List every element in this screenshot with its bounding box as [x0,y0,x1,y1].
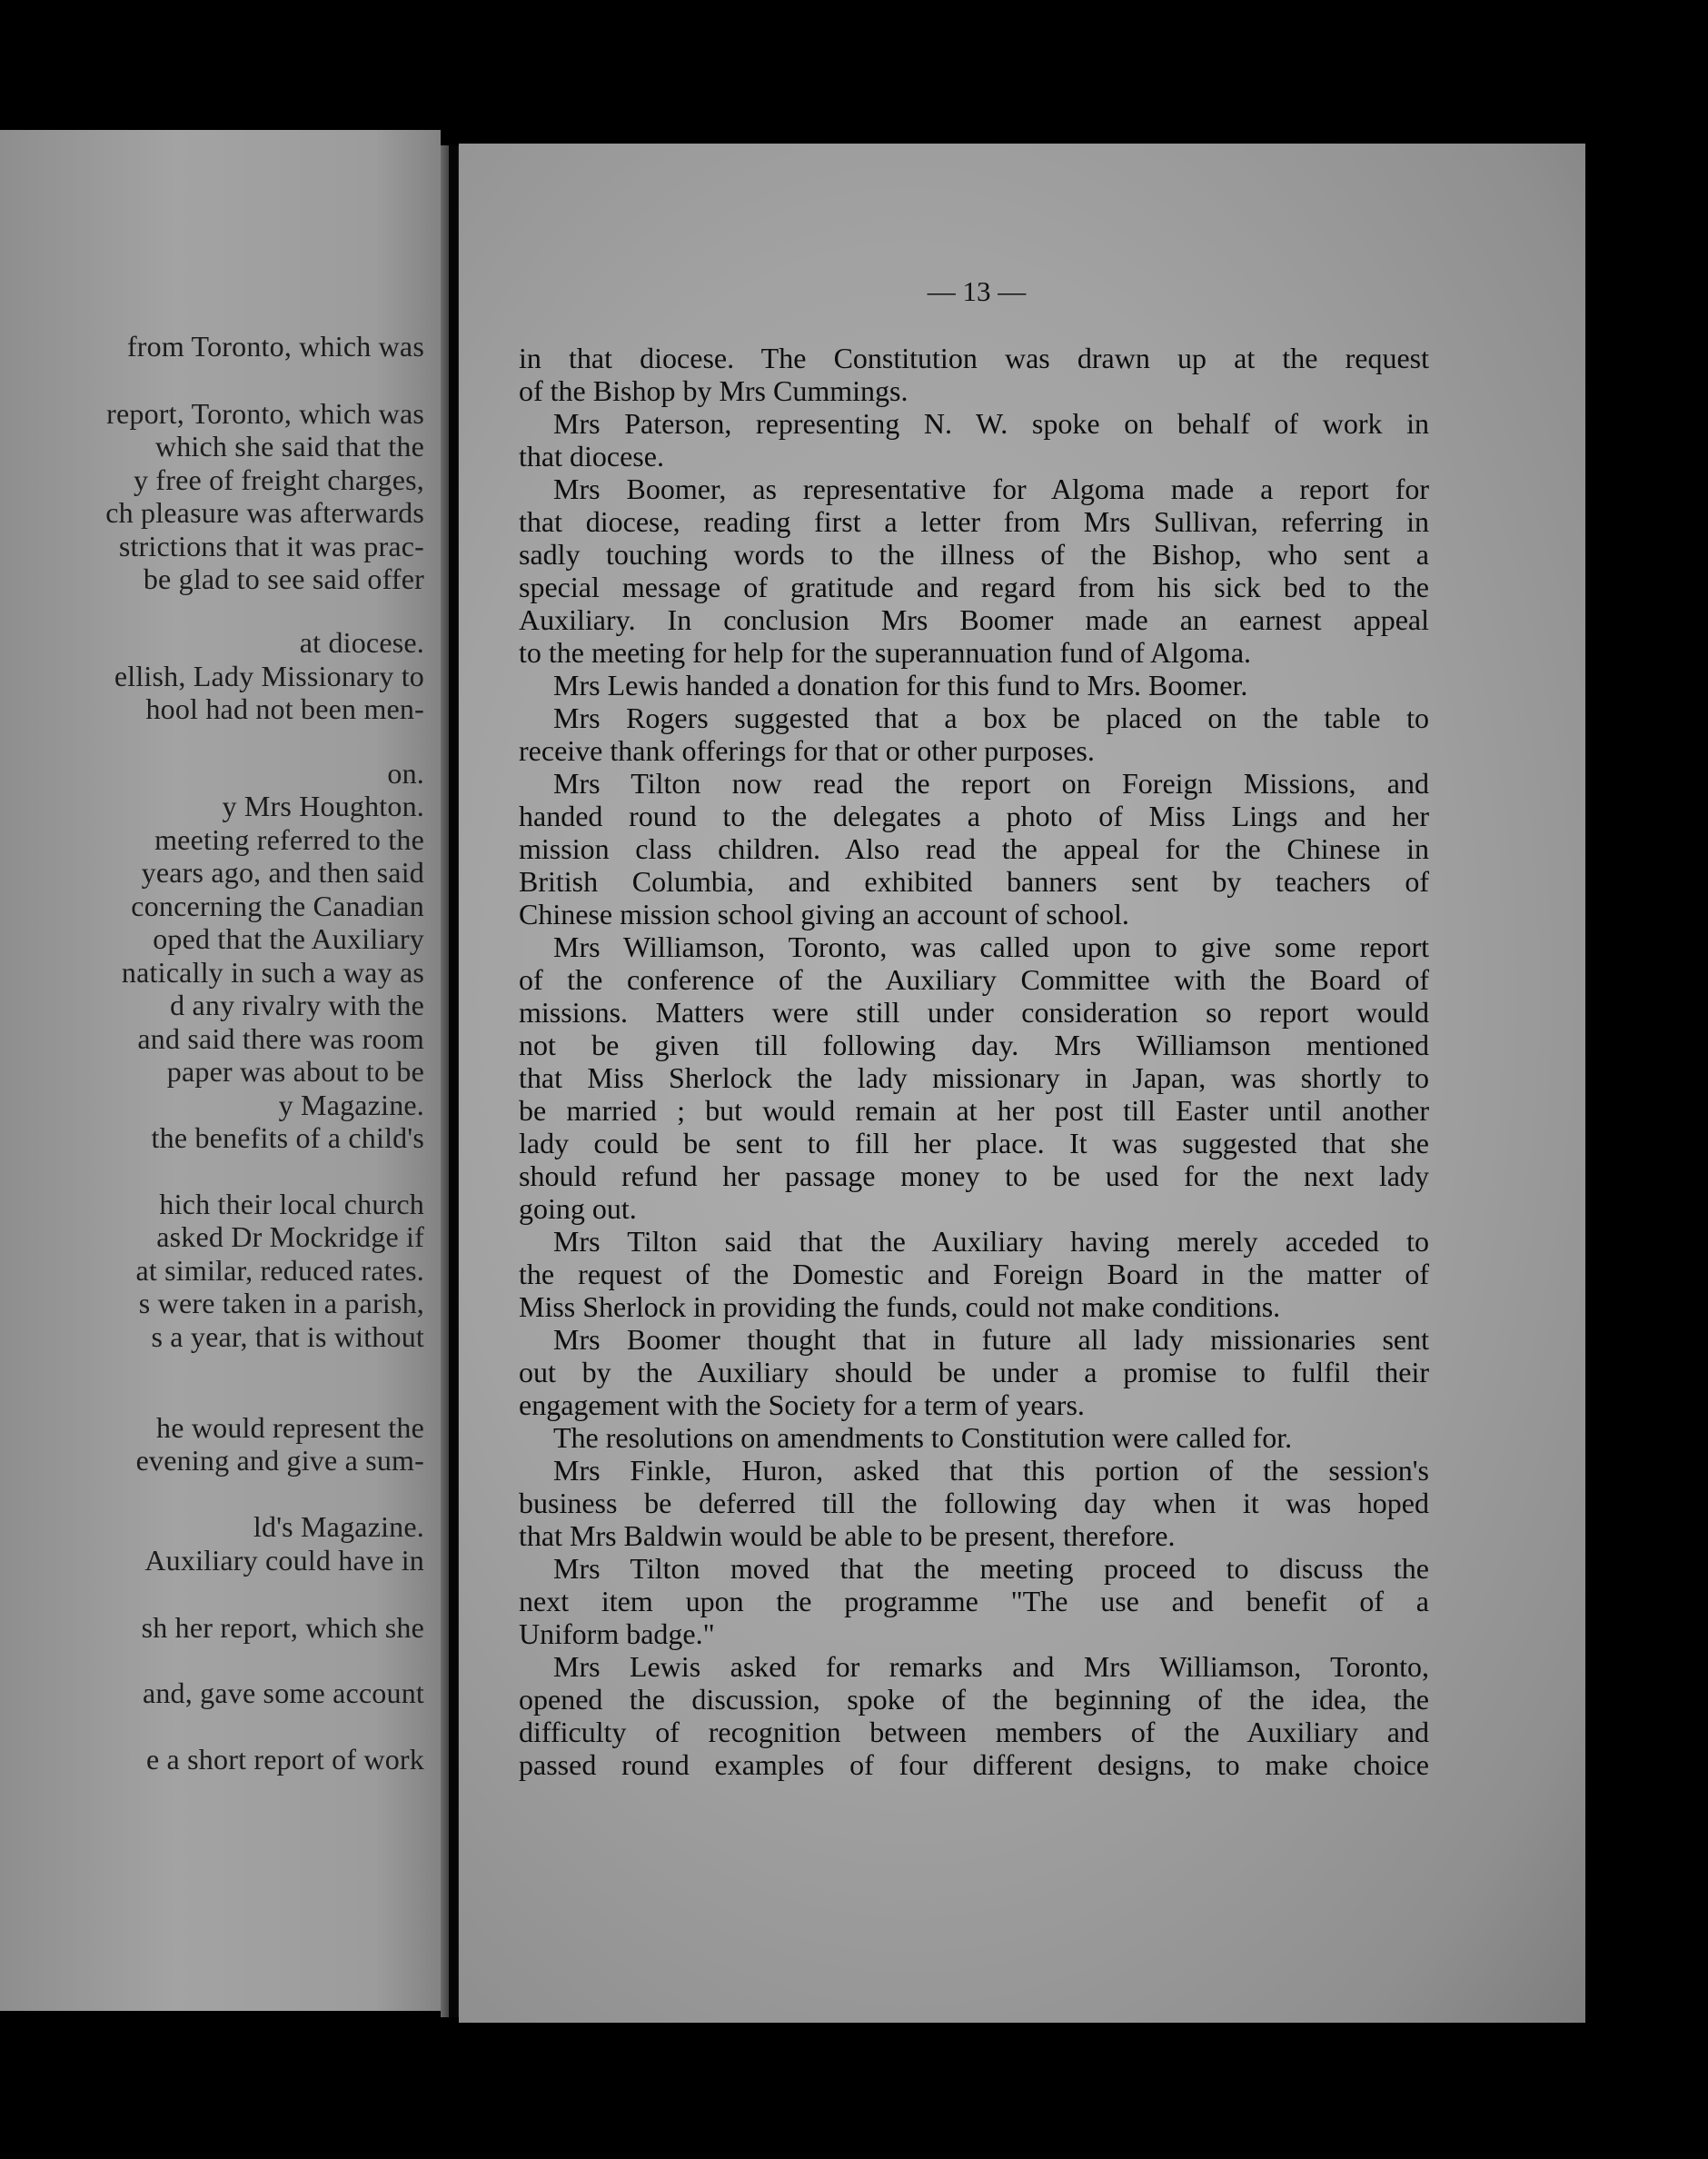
body-line: difficulty of recognition between members of the Auxiliary and [519,1716,1429,1748]
left-page-line: at similar, reduced rates. [135,1254,424,1287]
left-page-line: ld's Magazine. [253,1510,424,1543]
left-page-line: sh her report, which she [141,1611,424,1644]
body-line: Mrs Tilton moved that the meeting proceed to discuss the [553,1552,1429,1585]
left-page-line: y Mrs Houghton. [222,790,424,822]
left-page-line: the benefits of a child's [151,1121,424,1154]
body-line: Auxiliary. In conclusion Mrs Boomer made an earnest appeal [519,603,1429,636]
body-line: going out. [519,1192,637,1225]
left-page-line: paper was about to be [166,1055,424,1088]
left-page-line: which she said that the [154,430,424,463]
body-line: to the meeting for help for the superannuation fund of Algoma. [519,636,1252,669]
left-page-line: and, gave some account [142,1676,424,1709]
body-line: be married ; but would remain at her post till Easter until another [519,1094,1429,1127]
body-line: Mrs Paterson, representing N. W. spoke on behalf of work in [553,407,1429,440]
left-page-line: report, Toronto, which was [106,397,424,430]
body-line: British Columbia, and exhibited banners sent by teachers of [519,865,1429,898]
left-page-line: ellish, Lady Missionary to [114,660,424,692]
left-page-line: strictions that it was prac- [118,530,424,562]
body-line: handed round to the delegates a photo of Miss Lings and her [519,800,1429,832]
body-line: missions. Matters were still under consideration so report would [519,996,1429,1029]
body-line: should refund her passage money to be used for the next lady [519,1159,1429,1192]
body-line: The resolutions on amendments to Constitution were called for. [553,1421,1293,1454]
body-line: not be given till following day. Mrs Williamson mentioned [519,1029,1429,1061]
body-line: Chinese mission school giving an account of school. [519,898,1129,930]
body-line: opened the discussion, spoke of the beginning of the idea, the [519,1683,1429,1716]
left-facing-page [0,130,441,2011]
body-line: next item upon the programme "The use and benefit of a [519,1585,1429,1617]
right-page [459,144,1585,2023]
body-line: that diocese, reading first a letter from Mrs Sullivan, referring in [519,505,1429,538]
left-page-line: y Magazine. [278,1089,424,1121]
left-page-line: meeting referred to the [154,823,424,856]
body-line: Mrs Boomer thought that in future all lady missionaries sent [553,1323,1429,1356]
body-line: engagement with the Society for a term of years. [519,1388,1085,1421]
left-page-line: d any rivalry with the [170,989,424,1021]
left-page-line: from Toronto, which was [126,330,424,363]
left-page-line: oped that the Auxiliary [153,922,424,955]
body-line: in that diocese. The Constitution was drawn up at the request [519,342,1429,374]
left-page-line: he would represent the [156,1411,424,1444]
page-number: — 13 — [927,275,1027,307]
body-line: Mrs Lewis handed a donation for this fund to Mrs. Boomer. [553,669,1248,701]
body-line: Mrs Tilton said that the Auxiliary having merely acceded to [553,1225,1429,1258]
body-line: that Mrs Baldwin would be able to be present, therefore. [519,1519,1176,1552]
left-page-line: s were taken in a parish, [138,1287,424,1319]
body-line: the request of the Domestic and Foreign Board in the matter of [519,1258,1429,1290]
left-page-line: on. [387,757,424,790]
left-page-line: and said there was room [137,1022,424,1055]
left-page-line: evening and give a sum- [135,1444,424,1477]
body-line: that diocese. [519,440,664,473]
body-line: out by the Auxiliary should be under a promise to fulfil their [519,1356,1429,1388]
body-line: Mrs Tilton now read the report on Foreign Missions, and [553,767,1429,800]
body-line: that Miss Sherlock the lady missionary in Japan, was shortly to [519,1061,1429,1094]
left-page-line: s a year, that is without [151,1320,424,1353]
body-line: Mrs Finkle, Huron, asked that this portion of the session's [553,1454,1429,1487]
left-page-line: ch pleasure was afterwards [105,496,424,529]
left-page-line: hool had not been men- [145,692,424,725]
body-line: special message of gratitude and regard from his sick bed to the [519,571,1429,603]
body-line: Mrs Williamson, Toronto, was called upon to give some report [553,930,1429,963]
left-page-line: concerning the Canadian [131,890,424,922]
body-line: receive thank offerings for that or other purposes. [519,734,1095,767]
body-line: of the conference of the Auxiliary Committee with the Board of [519,963,1429,996]
body-line: Mrs Rogers suggested that a box be placed on the table to [553,701,1429,734]
left-page-line: y free of freight charges, [133,463,424,496]
left-page-line: years ago, and then said [141,856,424,889]
body-line: Miss Sherlock in providing the funds, could not make conditions. [519,1290,1281,1323]
body-line: Mrs Lewis asked for remarks and Mrs Williamson, Toronto, [553,1650,1429,1683]
left-page-line: at diocese. [299,626,424,659]
left-page-line: natically in such a way as [121,956,424,989]
left-page-line: be glad to see said offer [143,562,424,595]
left-page-line: e a short report of work [145,1743,424,1776]
body-line: Mrs Boomer, as representative for Algoma made a report for [553,473,1429,505]
body-line: mission class children. Also read the appeal for the Chinese in [519,832,1429,865]
body-line: business be deferred till the following day when it was hoped [519,1487,1429,1519]
body-line: of the Bishop by Mrs Cummings. [519,374,909,407]
body-line: passed round examples of four different designs, to make choice [519,1748,1429,1781]
left-page-line: asked Dr Mockridge if [156,1220,424,1253]
left-page-line: Auxiliary could have in [144,1544,424,1577]
body-line: Uniform badge." [519,1617,715,1650]
left-page-line: hich their local church [159,1188,424,1220]
binding-line [449,145,458,2017]
body-line: lady could be sent to fill her place. It was suggested that she [519,1127,1429,1159]
body-line: sadly touching words to the illness of the Bishop, who sent a [519,538,1429,571]
